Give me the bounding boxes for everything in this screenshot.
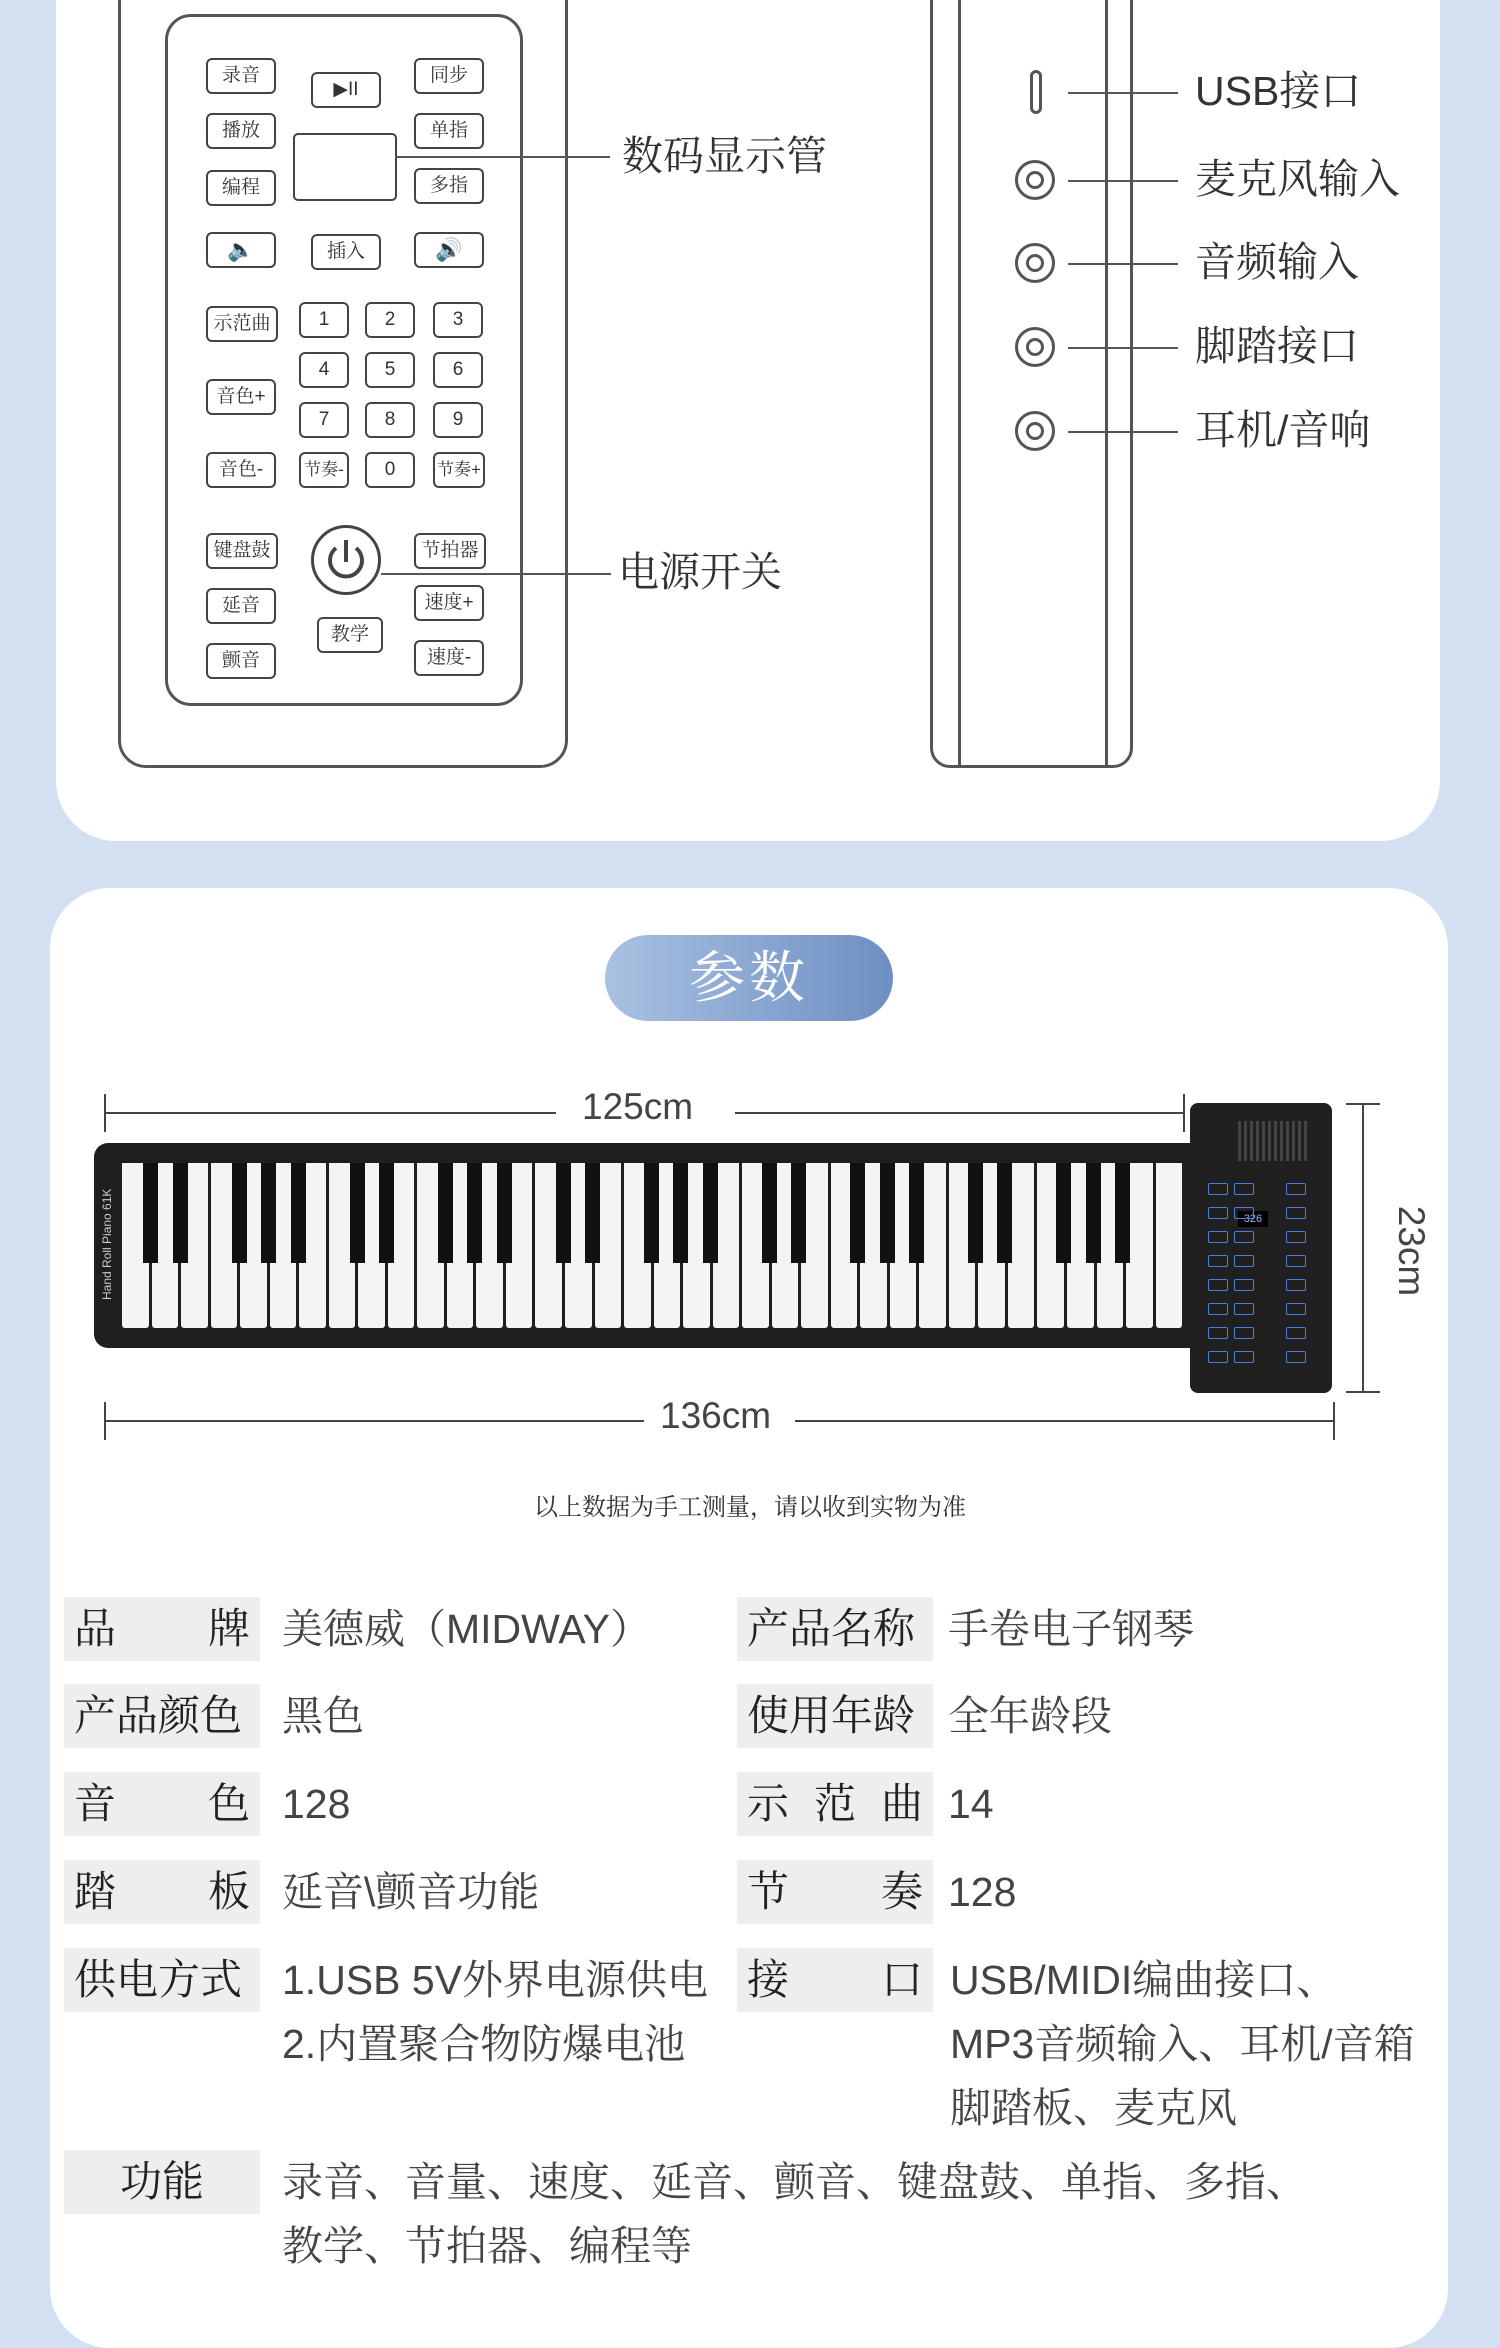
headphone-leader-line xyxy=(1068,431,1178,433)
spec-rhythm: 128 xyxy=(948,1869,1017,1915)
program-button: 编程 xyxy=(206,170,276,206)
keyboard-control-module xyxy=(1190,1103,1332,1393)
spec-label-tone: 音 色 xyxy=(64,1772,260,1836)
num-key-6: 6 xyxy=(433,352,483,388)
vibrato-button: 颤音 xyxy=(206,643,276,679)
black-key xyxy=(232,1163,247,1263)
spec-tone: 128 xyxy=(282,1781,351,1827)
section-title: 参数 xyxy=(605,935,893,1021)
num-key-9: 9 xyxy=(433,402,483,438)
pedal-port-icon xyxy=(1015,327,1055,367)
spec-color: 黑色 xyxy=(282,1693,364,1739)
spec-demo: 14 xyxy=(948,1781,994,1827)
spec-label-function: 功能 xyxy=(64,2150,260,2214)
num-key-8: 8 xyxy=(365,402,415,438)
spec-label-age: 使用年龄 xyxy=(737,1684,933,1748)
control-module-button xyxy=(1286,1207,1306,1219)
spec-label-rhythm: 节 奏 xyxy=(737,1860,933,1924)
usb-port-icon xyxy=(1030,70,1042,114)
num-key-1: 1 xyxy=(299,302,349,338)
usb-callout: USB接口 xyxy=(1195,68,1362,114)
control-module-button xyxy=(1286,1303,1306,1315)
total-length-label: 136cm xyxy=(660,1395,772,1436)
spec-label-pedal: 踏 板 xyxy=(64,1860,260,1924)
spec-pedal: 延音\颤音功能 xyxy=(282,1869,540,1915)
digital-display xyxy=(293,133,397,201)
spec-function-line-1: 录音、音量、速度、延音、颤音、键盘鼓、单指、多指、 xyxy=(282,2159,1307,2205)
play-button: 播放 xyxy=(206,113,276,149)
dim-line xyxy=(1362,1103,1364,1393)
speed-down-button: 速度- xyxy=(414,640,484,676)
black-key xyxy=(703,1163,718,1263)
control-module-button xyxy=(1208,1279,1228,1291)
headphone-callout: 耳机/音响 xyxy=(1195,407,1371,453)
black-key xyxy=(585,1163,600,1263)
control-module-button xyxy=(1286,1183,1306,1195)
control-module-button xyxy=(1234,1327,1254,1339)
audio-callout: 音频输入 xyxy=(1195,239,1359,285)
spec-port-line-2: MP3音频输入、耳机/音箱 xyxy=(950,2021,1415,2067)
display-leader-line xyxy=(395,156,610,158)
black-key xyxy=(143,1163,158,1263)
spec-age: 全年龄段 xyxy=(948,1693,1112,1739)
control-module-button xyxy=(1208,1327,1228,1339)
height-label: 23cm xyxy=(1391,1205,1433,1297)
control-module-button xyxy=(1234,1279,1254,1291)
sync-button: 同步 xyxy=(414,58,484,94)
black-key xyxy=(1115,1163,1130,1263)
display-callout: 数码显示管 xyxy=(622,133,827,179)
record-button: 录音 xyxy=(206,58,276,94)
num-key-4: 4 xyxy=(299,352,349,388)
dim-line xyxy=(735,1112,1185,1114)
black-key xyxy=(997,1163,1012,1263)
rhythm-down-button: 节奏- xyxy=(299,452,349,488)
dim-line xyxy=(104,1112,556,1114)
control-module-button xyxy=(1234,1303,1254,1315)
spec-port-line-1: USB/MIDI编曲接口、 xyxy=(950,1957,1338,2003)
dim-line xyxy=(795,1420,1335,1422)
power-leader-line xyxy=(381,573,611,575)
tone-down-button: 音色- xyxy=(206,452,276,488)
black-key xyxy=(762,1163,777,1263)
multi-finger-button: 多指 xyxy=(414,168,484,204)
black-key xyxy=(173,1163,188,1263)
control-module-button xyxy=(1234,1183,1254,1195)
dim-tick xyxy=(1183,1094,1185,1132)
spec-name: 手卷电子钢琴 xyxy=(948,1606,1194,1652)
insert-button: 插入 xyxy=(311,234,381,270)
control-module-button xyxy=(1286,1255,1306,1267)
black-key xyxy=(438,1163,453,1263)
mic-callout: 麦克风输入 xyxy=(1195,156,1400,202)
num-key-7: 7 xyxy=(299,402,349,438)
num-key-2: 2 xyxy=(365,302,415,338)
volume-up-icon: 🔊 xyxy=(414,232,484,268)
speed-up-button: 速度+ xyxy=(414,585,484,621)
control-module-button xyxy=(1286,1231,1306,1243)
spec-label-power: 供电方式 xyxy=(64,1948,260,2012)
num-key-3: 3 xyxy=(433,302,483,338)
control-module-button xyxy=(1286,1351,1306,1363)
black-keys xyxy=(122,1163,1182,1263)
rhythm-up-button: 节奏+ xyxy=(433,452,485,488)
tone-up-button: 音色+ xyxy=(206,379,276,415)
spec-brand: 美德威（MIDWAY） xyxy=(282,1606,651,1652)
mic-port-icon xyxy=(1015,160,1055,200)
dim-tick xyxy=(1346,1391,1380,1393)
usb-leader-line xyxy=(1068,92,1178,94)
power-callout: 电源开关 xyxy=(618,549,782,595)
keyboard-length-label: 125cm xyxy=(582,1086,694,1127)
led-display: 326 xyxy=(1238,1211,1268,1227)
black-key xyxy=(850,1163,865,1263)
control-module-button xyxy=(1234,1231,1254,1243)
play-pause-button: ▶II xyxy=(311,72,381,108)
spec-label-brand: 品 牌 xyxy=(64,1597,260,1661)
dim-line xyxy=(104,1420,644,1422)
dim-tick xyxy=(1333,1402,1335,1440)
speaker-grille xyxy=(1238,1121,1310,1161)
black-key xyxy=(379,1163,394,1263)
side-view-inner xyxy=(958,0,1108,768)
spec-port-line-3: 脚踏板、麦克风 xyxy=(950,2085,1237,2131)
audio-leader-line xyxy=(1068,263,1178,265)
control-module-button xyxy=(1208,1231,1228,1243)
black-key xyxy=(791,1163,806,1263)
black-key xyxy=(1086,1163,1101,1263)
product-marking: Hand Roll Piano 61K xyxy=(100,1188,114,1300)
drum-button: 键盘鼓 xyxy=(206,533,278,569)
black-key xyxy=(497,1163,512,1263)
control-module-button xyxy=(1234,1255,1254,1267)
black-key xyxy=(909,1163,924,1263)
control-module-button xyxy=(1208,1303,1228,1315)
spec-power-line-1: 1.USB 5V外界电源供电 xyxy=(282,1957,709,2003)
headphone-port-icon xyxy=(1015,411,1055,451)
spec-label-color: 产品颜色 xyxy=(64,1684,260,1748)
spec-label-port: 接 口 xyxy=(737,1948,933,2012)
audio-port-icon xyxy=(1015,243,1055,283)
control-module-button xyxy=(1234,1207,1254,1219)
metronome-button: 节拍器 xyxy=(414,533,486,569)
black-key xyxy=(556,1163,571,1263)
num-key-5: 5 xyxy=(365,352,415,388)
black-key xyxy=(644,1163,659,1263)
control-module-button xyxy=(1208,1207,1228,1219)
pedal-leader-line xyxy=(1068,347,1178,349)
control-module-button xyxy=(1286,1327,1306,1339)
sustain-button: 延音 xyxy=(206,588,276,624)
spec-function-line-2: 教学、节拍器、编程等 xyxy=(282,2223,692,2269)
control-module-button xyxy=(1208,1183,1228,1195)
black-key xyxy=(291,1163,306,1263)
measurement-note: 以上数据为手工测量，请以收到实物为准 xyxy=(534,1494,966,1521)
spec-power-line-2: 2.内置聚合物防爆电池 xyxy=(282,2021,686,2067)
num-key-0: 0 xyxy=(365,452,415,488)
black-key xyxy=(1056,1163,1071,1263)
teach-button: 教学 xyxy=(317,617,383,653)
black-key xyxy=(350,1163,365,1263)
power-icon xyxy=(311,525,381,595)
black-key xyxy=(467,1163,482,1263)
pedal-callout: 脚踏接口 xyxy=(1195,323,1359,369)
black-key xyxy=(968,1163,983,1263)
single-finger-button: 单指 xyxy=(414,113,484,149)
spec-label-name: 产品名称 xyxy=(737,1597,933,1661)
demo-button: 示范曲 xyxy=(206,306,278,342)
volume-down-icon: 🔈 xyxy=(206,232,276,268)
control-module-button xyxy=(1286,1279,1306,1291)
mic-leader-line xyxy=(1068,180,1178,182)
control-module-button xyxy=(1234,1351,1254,1363)
black-key xyxy=(880,1163,895,1263)
piano-keyboard xyxy=(94,1143,1204,1348)
black-key xyxy=(673,1163,688,1263)
spec-label-demo: 示 范 曲 xyxy=(737,1772,933,1836)
black-key xyxy=(261,1163,276,1263)
control-module-button xyxy=(1208,1255,1228,1267)
control-module-button xyxy=(1208,1351,1228,1363)
